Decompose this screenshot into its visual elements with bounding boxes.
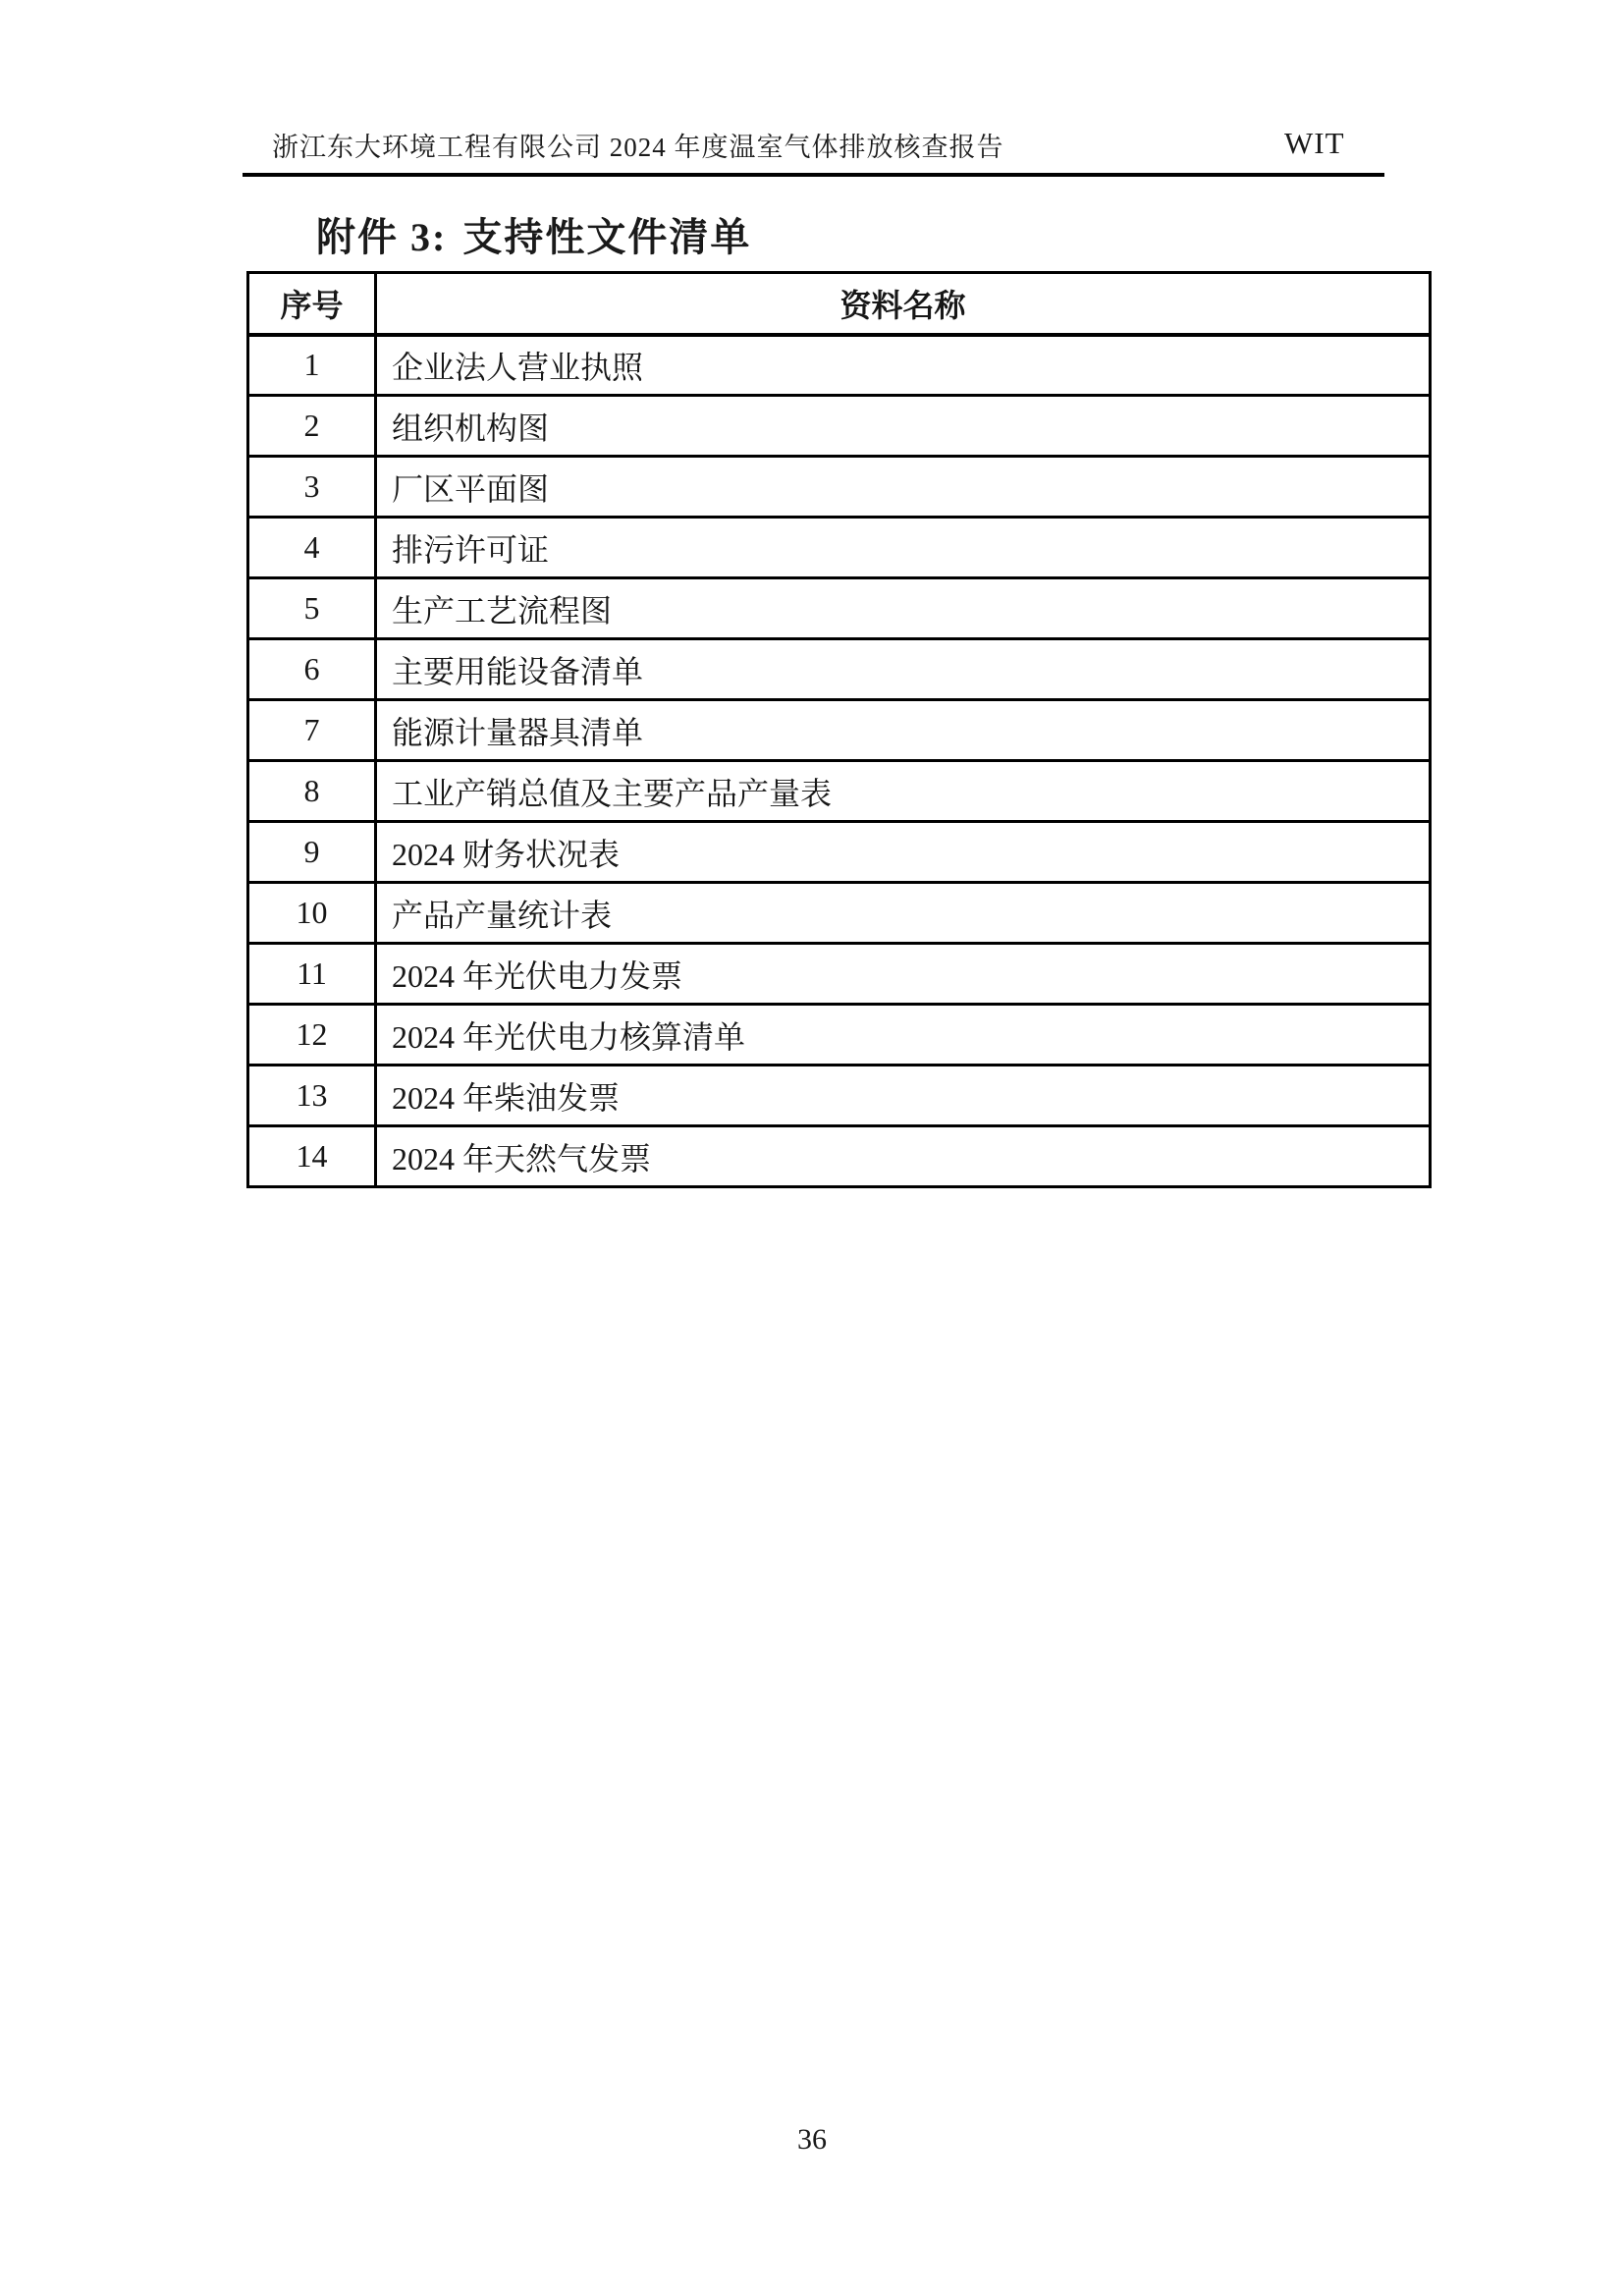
supporting-documents-table xyxy=(246,271,1432,1188)
row-number-cell: 4 xyxy=(248,518,376,578)
document-name-cell: 2024 财务状况表 xyxy=(376,822,1431,883)
page-number: 36 xyxy=(797,2123,827,2156)
document-name-cell: 2024 年光伏电力核算清单 xyxy=(376,1005,1431,1066)
table-row xyxy=(248,822,1431,883)
row-number-cell: 9 xyxy=(248,822,376,883)
document-name-cell: 厂区平面图 xyxy=(376,457,1431,518)
attachment-title-prefix: 附件 3: xyxy=(316,215,448,259)
table-row xyxy=(248,761,1431,822)
table-row xyxy=(248,944,1431,1005)
table-row xyxy=(248,700,1431,761)
row-number-cell: 1 xyxy=(248,335,376,396)
row-number-cell: 5 xyxy=(248,578,376,639)
header-rule xyxy=(243,173,1384,177)
row-number-cell: 3 xyxy=(248,457,376,518)
row-number-cell: 12 xyxy=(248,1005,376,1066)
attachment-title-text: 支持性文件清单 xyxy=(462,215,752,259)
row-number-cell: 7 xyxy=(248,700,376,761)
table-row xyxy=(248,396,1431,457)
row-number-cell: 10 xyxy=(248,883,376,944)
table-row xyxy=(248,1066,1431,1126)
document-name-cell: 企业法人营业执照 xyxy=(376,335,1431,396)
table-header-row xyxy=(248,273,1431,335)
header-logo-text: WIT xyxy=(1284,126,1345,160)
row-number-cell: 2 xyxy=(248,396,376,457)
document-name-cell: 生产工艺流程图 xyxy=(376,578,1431,639)
column-header-name: 资料名称 xyxy=(376,273,1431,335)
document-name-cell: 主要用能设备清单 xyxy=(376,639,1431,700)
table-row xyxy=(248,518,1431,578)
document-name-cell: 2024 年天然气发票 xyxy=(376,1126,1431,1187)
table-row xyxy=(248,639,1431,700)
row-number-cell: 8 xyxy=(248,761,376,822)
table-row xyxy=(248,335,1431,396)
document-name-cell: 2024 年光伏电力发票 xyxy=(376,944,1431,1005)
document-name-cell: 产品产量统计表 xyxy=(376,883,1431,944)
row-number-cell: 14 xyxy=(248,1126,376,1187)
row-number-cell: 6 xyxy=(248,639,376,700)
document-name-cell: 工业产销总值及主要产品产量表 xyxy=(376,761,1431,822)
table-row xyxy=(248,1005,1431,1066)
table-row xyxy=(248,457,1431,518)
attachment-title xyxy=(316,206,751,262)
row-number-cell: 13 xyxy=(248,1066,376,1126)
header-report-title: 浙江东大环境工程有限公司 2024 年度温室气体排放核查报告 xyxy=(272,133,1004,162)
document-name-cell: 2024 年柴油发票 xyxy=(376,1066,1431,1126)
row-number-cell: 11 xyxy=(248,944,376,1005)
column-header-no: 序号 xyxy=(248,273,376,335)
table-row xyxy=(248,883,1431,944)
table-row xyxy=(248,1126,1431,1187)
table-row xyxy=(248,578,1431,639)
document-name-cell: 能源计量器具清单 xyxy=(376,700,1431,761)
document-name-cell: 组织机构图 xyxy=(376,396,1431,457)
document-name-cell: 排污许可证 xyxy=(376,518,1431,578)
